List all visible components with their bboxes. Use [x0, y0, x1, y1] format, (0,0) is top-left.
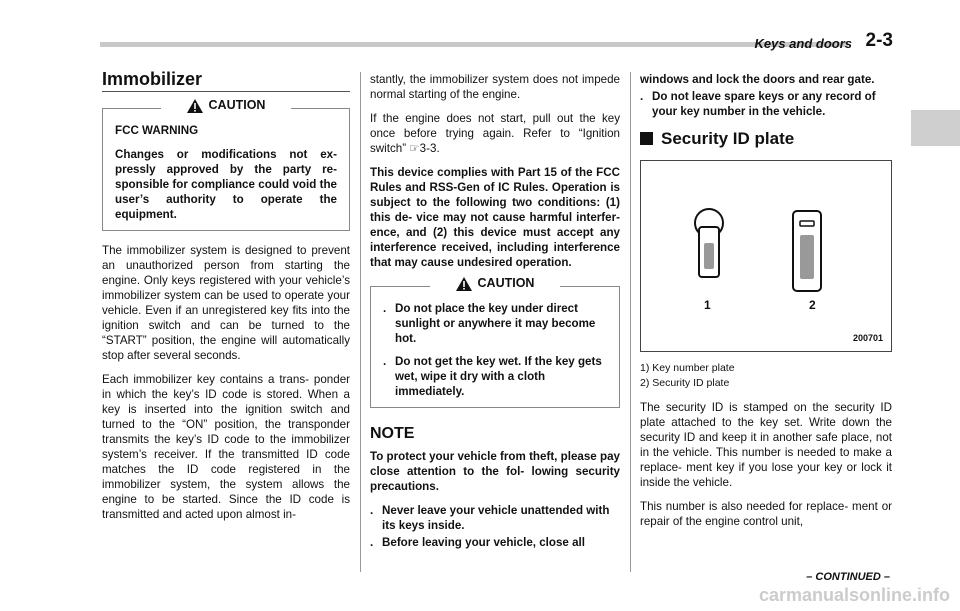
column-middle	[370, 72, 620, 558]
note-bullet: . Before leaving your vehicle, close all	[370, 536, 585, 549]
caption-2: 2) Security ID plate	[640, 377, 730, 389]
continued-label: – CONTINUED –	[806, 571, 890, 583]
label-2: 2	[809, 298, 816, 312]
fcc-compliance-text: This device complies with Part 15 of the FCC Rules and RSS-Gen of IC Rules. Operation is subject to the following two conditions: (1) this de- vice may not cause harmful interfer- ence, and (2) this device must accept any interference received, including interference that may cause undesired operation.	[370, 166, 620, 269]
caution-bullet: . Do not get the key wet. If the key gets wet, wipe it dry with a cloth immediately.	[383, 355, 602, 398]
immobilizer-para-2: Each immobilizer key contains a trans- ponder in which the key’s ID code is stored. When a key is inserted into the ignition switch and turned to the “ON” position, the transponder transmits the key’s ID code to the immobilizer system’s receiver. If the transmitted ID code matches the ID code registered in the immobilizer system, the system allows the engine to be started. Since the ID code is transmitted and acted upon almost in-	[102, 373, 350, 521]
right-para-1: windows and lock the doors and rear gate.	[640, 73, 875, 86]
key-plates-figure	[640, 160, 892, 352]
column-right	[640, 72, 892, 538]
key-plates-illustration	[641, 161, 891, 349]
caution-label: CAUTION	[208, 98, 266, 112]
fcc-text: Changes or modifications not ex- pressly approved by the party re- sponsible for compliance could void the user’s authority to operate the equipment.	[115, 148, 337, 221]
note-title: NOTE	[370, 425, 415, 442]
caution-header	[430, 276, 560, 291]
section-square-icon	[640, 132, 653, 145]
header-rule	[100, 42, 848, 47]
column-divider	[360, 72, 361, 572]
page-number: 2-3	[865, 30, 893, 51]
warning-icon	[187, 99, 203, 113]
warning-icon	[456, 277, 472, 291]
section-title: Keys and doors	[754, 36, 852, 51]
middle-para-2: If the engine does not start, pull out the key once before trying again. Refer to “Ignition switch” ☞3-3.	[370, 112, 620, 155]
figure-code: 200701	[852, 333, 883, 343]
note-text: To protect your vehicle from theft, please pay close attention to the fol- lowing security precautions.	[370, 450, 620, 493]
label-1: 1	[704, 298, 711, 312]
caution-label: CAUTION	[477, 276, 535, 290]
caution-header	[161, 98, 291, 113]
right-para-2: The security ID is stamped on the security ID plate attached to the key set. Write down the security ID and keep it in another safe place, not in the vehicle. This number is needed to make a replace- ment key if you lose your key or lock it inside the vehicle.	[640, 401, 892, 489]
middle-para-1: stantly, the immobilizer system does not impede normal starting of the engine.	[370, 73, 620, 101]
security-id-title: Security ID plate	[640, 131, 892, 146]
immobilizer-para-1: The immobilizer system is designed to prevent an unauthorized person from starting the engine. Only keys registered with your vehicle’s immobilizer system can be used to operate your vehicle. Even if an unregistered key fits into the ignition switch and can be turned to the “START” position, the engine will automatically stop after several seconds.	[102, 244, 350, 362]
watermark: carmanualsonline.info	[758, 585, 950, 605]
column-left	[102, 69, 350, 531]
caption-1: 1) Key number plate	[640, 362, 735, 374]
column-divider	[630, 72, 631, 572]
caution-box	[102, 98, 350, 231]
caution-bullet: . Do not place the key under direct sunlight or anywhere it may become hot.	[383, 302, 596, 345]
immobilizer-title: Immobilizer	[102, 72, 350, 92]
note-bullet: . Do not leave spare keys or any record of your key number in the vehicle.	[640, 90, 876, 118]
caution-box	[370, 276, 620, 408]
fcc-heading: FCC WARNING	[115, 124, 199, 137]
note-bullet: . Never leave your vehicle unattended with its keys inside.	[370, 504, 610, 532]
right-para-3: This number is also needed for replace- ment or repair of the engine control unit,	[640, 500, 892, 528]
chapter-tab	[911, 110, 960, 146]
